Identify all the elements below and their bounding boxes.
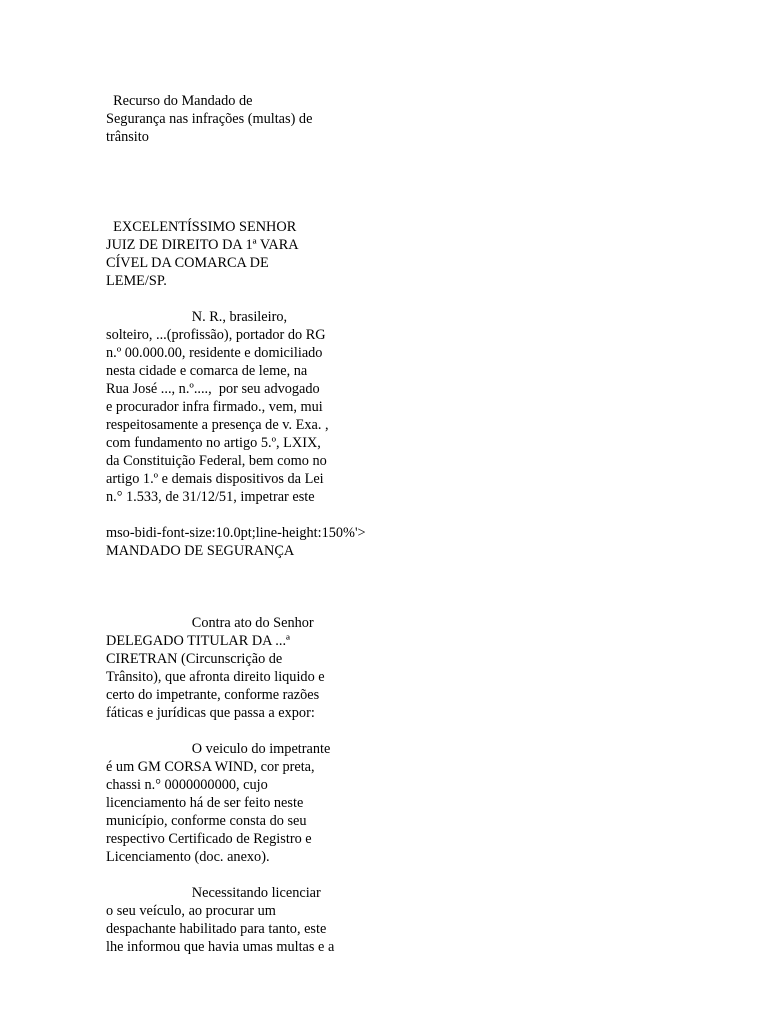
paragraph-line: chassi n.° 0000000000, cujo	[106, 777, 268, 793]
paragraph-line: da Constituição Federal, bem como no	[106, 453, 327, 469]
spacer	[106, 560, 368, 614]
paragraph-line: solteiro, ...(profissão), portador do RG	[106, 327, 326, 343]
title-line: Recurso do Mandado de	[106, 93, 253, 109]
paragraph-line: é um GM CORSA WIND, cor preta,	[106, 759, 315, 775]
against-paragraph	[106, 614, 368, 722]
paragraph-line: Contra ato do Senhor	[106, 615, 314, 631]
paragraph-line: Licenciamento (doc. anexo).	[106, 849, 270, 865]
addressee-line: CÍVEL DA COMARCA DE	[106, 255, 269, 271]
paragraph-line: licenciamento há de ser feito neste	[106, 795, 304, 811]
spacer	[106, 722, 368, 740]
paragraph-line: respeitosamente a presença de v. Exa. ,	[106, 417, 329, 433]
paragraph-line: certo do impetrante, conforme razões	[106, 687, 320, 703]
paragraph-line: n.° 1.533, de 31/12/51, impetrar este	[106, 489, 315, 505]
title-line: Segurança nas infrações (multas) de	[106, 111, 313, 127]
paragraph-line: O veiculo do impetrante	[106, 741, 331, 757]
paragraph-line: artigo 1.º e demais dispositivos da Lei	[106, 471, 324, 487]
paragraph-line: o seu veículo, ao procurar um	[106, 903, 276, 919]
paragraph-line: despachante habilitado para tanto, este	[106, 921, 327, 937]
paragraph-line: CIRETRAN (Circunscrição de	[106, 651, 283, 667]
paragraph-line: município, conforme consta do seu	[106, 813, 307, 829]
title-line: trânsito	[106, 129, 149, 145]
intro-paragraph	[106, 308, 368, 506]
document-title	[106, 92, 368, 146]
vehicle-paragraph	[106, 740, 368, 866]
paragraph-line: n.º 00.000.00, residente e domiciliado	[106, 345, 323, 361]
paragraph-line: Trânsito), que afronta direito liquido e	[106, 669, 325, 685]
spacer	[106, 866, 368, 884]
spacer	[106, 200, 368, 218]
spacer	[106, 290, 368, 308]
addressee	[106, 218, 368, 290]
paragraph-line: DELEGADO TITULAR DA ...ª	[106, 633, 290, 649]
paragraph-line: N. R., brasileiro,	[106, 309, 288, 325]
addressee-line: LEME/SP.	[106, 273, 167, 289]
action-title: MANDADO DE SEGURANÇA	[106, 543, 295, 559]
paragraph-line: nesta cidade e comarca de leme, na	[106, 363, 308, 379]
stray-markup-text: mso-bidi-font-size:10.0pt;line-height:150%'>	[106, 525, 366, 541]
addressee-line: EXCELENTÍSSIMO SENHOR	[106, 219, 297, 235]
paragraph-line: e procurador infra firmado., vem, mui	[106, 399, 323, 415]
document-page	[106, 92, 368, 956]
licensing-paragraph	[106, 884, 368, 956]
paragraph-line: com fundamento no artigo 5.º, LXIX,	[106, 435, 321, 451]
addressee-line: JUIZ DE DIREITO DA 1ª VARA	[106, 237, 299, 253]
spacer	[106, 506, 368, 524]
paragraph-line: respectivo Certificado de Registro e	[106, 831, 312, 847]
paragraph-line: Rua José ..., n.º...., por seu advogado	[106, 381, 320, 397]
paragraph-line: lhe informou que havia umas multas e a	[106, 939, 335, 955]
spacer	[106, 146, 368, 200]
paragraph-line: Necessitando licenciar	[106, 885, 321, 901]
paragraph-line: fáticas e jurídicas que passa a expor:	[106, 705, 315, 721]
